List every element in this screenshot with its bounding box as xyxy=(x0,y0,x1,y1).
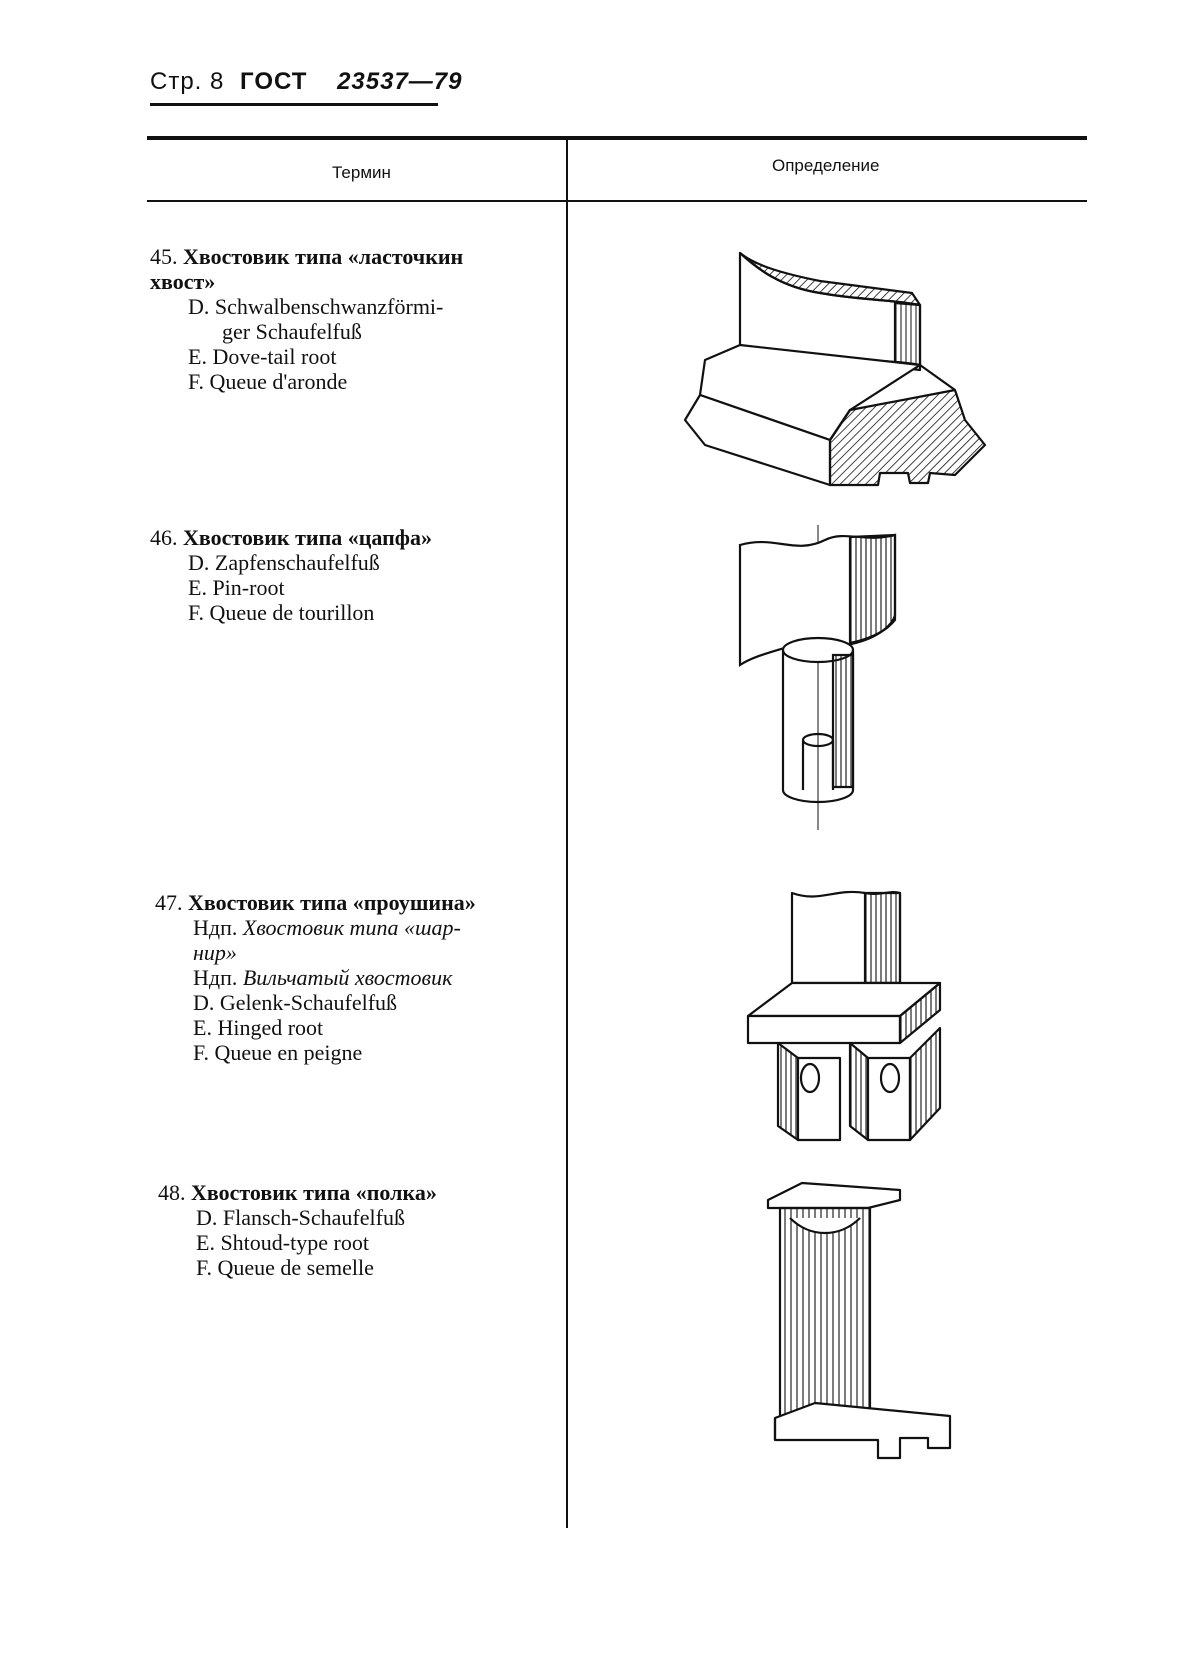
entry-46 xyxy=(150,525,432,625)
entry-term-de-cont: ger Schaufelfuß xyxy=(222,319,362,344)
entry-number: 46. xyxy=(150,525,178,550)
entry-term-fr: F. Queue en peigne xyxy=(193,1040,363,1065)
dovetail-root-illustration xyxy=(680,245,990,490)
page-header xyxy=(150,68,463,96)
entry-term-fr: F. Queue de tourillon xyxy=(188,600,375,625)
entry-term-title: Хвостовик типа «цапфа» xyxy=(183,525,433,550)
entry-45 xyxy=(150,244,463,394)
standard-name: ГОСТ xyxy=(240,68,308,95)
deprecated-term-cont: нир» xyxy=(193,940,237,965)
entry-47 xyxy=(155,890,476,1065)
hinged-root-illustration xyxy=(740,888,950,1143)
entry-term-fr: F. Queue d'aronde xyxy=(188,369,348,394)
header-underline xyxy=(150,103,438,106)
deprecated-label: Ндп. xyxy=(193,915,238,940)
entry-term-de: D. Zapfenschaufelfuß xyxy=(188,550,380,575)
entry-term-en: E. Dove-tail root xyxy=(188,344,337,369)
table-header-rule xyxy=(147,200,1087,202)
entry-term-title-cont: хвост» xyxy=(150,269,216,294)
pin-root-illustration xyxy=(725,525,925,830)
deprecated-term: Хвостовик типа «шар- xyxy=(242,915,461,940)
entry-term-en: E. Pin-root xyxy=(188,575,285,600)
standard-number: 23537—79 xyxy=(337,68,463,95)
entry-48 xyxy=(158,1180,437,1280)
entry-number: 47. xyxy=(155,890,183,915)
entry-term-title: Хвостовик типа «полка» xyxy=(191,1180,437,1205)
deprecated-term: Вильчатый хвостовик xyxy=(242,965,453,990)
entry-number: 48. xyxy=(158,1180,186,1205)
column-divider xyxy=(566,138,568,1528)
entry-number: 45. xyxy=(150,244,178,269)
entry-term-en: E. Hinged root xyxy=(193,1015,324,1040)
entry-term-title: Хвостовик типа «проушина» xyxy=(188,890,476,915)
page-label: Стр. 8 xyxy=(150,68,225,95)
entry-term-fr: F. Queue de semelle xyxy=(196,1255,374,1280)
entry-term-de: D. Schwalbenschwanzförmi- xyxy=(188,294,444,319)
entry-term-title: Хвостовик типа «ласточкин xyxy=(183,244,464,269)
deprecated-label: Ндп. xyxy=(193,965,238,990)
entry-term-de: D. Gelenk-Schaufelfuß xyxy=(193,990,398,1015)
entry-term-en: E. Shtoud-type root xyxy=(196,1230,369,1255)
table-top-rule xyxy=(147,136,1087,140)
shroud-type-root-illustration xyxy=(760,1178,965,1463)
column-header-definition: Определение xyxy=(772,156,880,175)
entry-term-de: D. Flansch-Schaufelfuß xyxy=(196,1205,405,1230)
column-header-term: Термин xyxy=(332,163,391,182)
